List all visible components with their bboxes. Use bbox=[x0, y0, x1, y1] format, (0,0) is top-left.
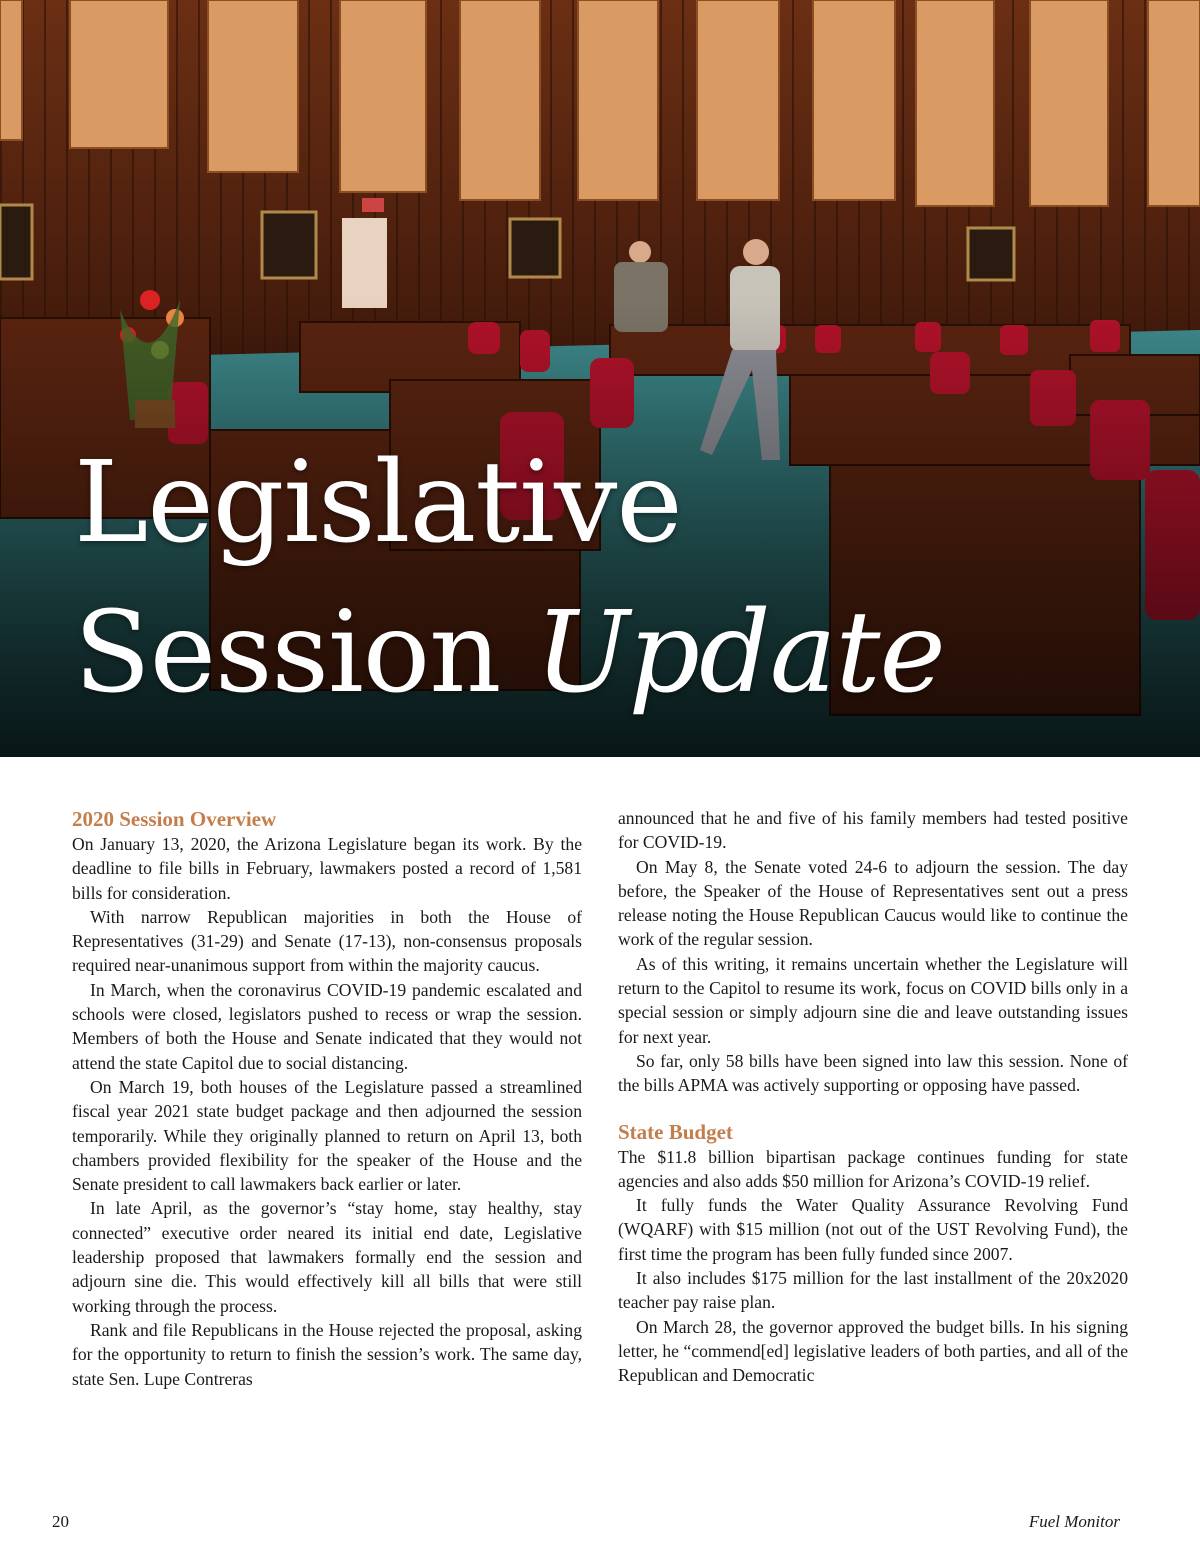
paragraph: So far, only 58 bills have been signed into law this session. None of the bills APMA was actively supporting or opposing have passed. bbox=[618, 1050, 1128, 1096]
section-heading-overview: 2020 Session Overview bbox=[72, 807, 277, 831]
paragraph: The $11.8 billion bipartisan package continues funding for state agencies and also adds $50 million for Arizona’s COVID-19 relief. bbox=[618, 1146, 1128, 1191]
paragraph: In late April, as the governor’s “stay home, stay healthy, stay connected” executive order neared its initial end date, Legislative leadership proposed that lawmakers formally end the session and adjourn sine die. This would effectively kill all bills that were still working through the process. bbox=[72, 1198, 582, 1316]
paragraph: In March, when the coronavirus COVID-19 pandemic escalated and schools were closed, legislators pushed to recess or wrap the session. Members of both the House and Senate indicated that they would not attend the state Capitol due to social distancing. bbox=[72, 979, 582, 1073]
paragraph: On May 8, the Senate voted 24-6 to adjourn the session. The day before, the Speaker of the House of Representatives sent out a press release noting the House Republican Caucus would like to continue the work of the regular session. bbox=[618, 856, 1128, 950]
left-column bbox=[72, 806, 582, 1391]
paragraph: It fully funds the Water Quality Assurance Revolving Fund (WQARF) with $15 million (not out of the UST Revolving Fund), the first time the program has been fully funded since 2007. bbox=[618, 1195, 1128, 1264]
paragraph: With narrow Republican majorities in both the House of Representatives (31-29) and Senate (17-13), non-consensus proposals required near-unanimous support from within the majority caucus. bbox=[72, 906, 582, 976]
paragraph: On March 19, both houses of the Legislature passed a streamlined fiscal year 2021 state budget package and then adjourned the session temporarily. While they originally planned to return on April 13, both chambers provided flexibility for the speaker of the House and the Senate president to call lawmakers back earlier or later. bbox=[72, 1076, 582, 1195]
exit-sign bbox=[362, 198, 384, 212]
title-line-1: Legislative bbox=[74, 438, 682, 568]
publication-name: Fuel Monitor bbox=[1028, 1512, 1120, 1531]
paragraph: Rank and file Republicans in the House rejected the proposal, asking for the opportunity to return to finish the session’s work. The same day, state Sen. Lupe Contreras bbox=[72, 1319, 582, 1389]
title-line-2 bbox=[74, 578, 945, 728]
paragraph: On March 28, the governor approved the budget bills. In his signing letter, he “commend[ed] legislative leaders of both parties, and all of the Republican and Democratic bbox=[618, 1316, 1128, 1386]
hero-photo bbox=[0, 0, 1200, 757]
paragraph: As of this writing, it remains uncertain whether the Legislature will return to the Capitol to resume its work, focus on COVID bills only in a special session or simply adjourn sine die and leave outstanding issues for next year. bbox=[618, 953, 1128, 1047]
article-title bbox=[74, 428, 945, 728]
section-heading-state-budget: State Budget bbox=[618, 1119, 733, 1144]
paragraph: On January 13, 2020, the Arizona Legislature began its work. By the deadline to file bills in February, lawmakers posted a record of 1,581 bills for consideration. bbox=[72, 834, 582, 903]
doorway bbox=[342, 218, 387, 308]
paragraph: It also includes $175 million for the last installment of the 20x2020 teacher pay raise plan. bbox=[618, 1268, 1128, 1313]
title-word-session: Session bbox=[74, 588, 501, 718]
page-number: 20 bbox=[52, 1512, 69, 1531]
paragraph-continuation: announced that he and five of his family members had tested positive for COVID-19. bbox=[618, 808, 1128, 853]
title-word-update: Update bbox=[534, 588, 945, 718]
right-column bbox=[618, 806, 1128, 1388]
